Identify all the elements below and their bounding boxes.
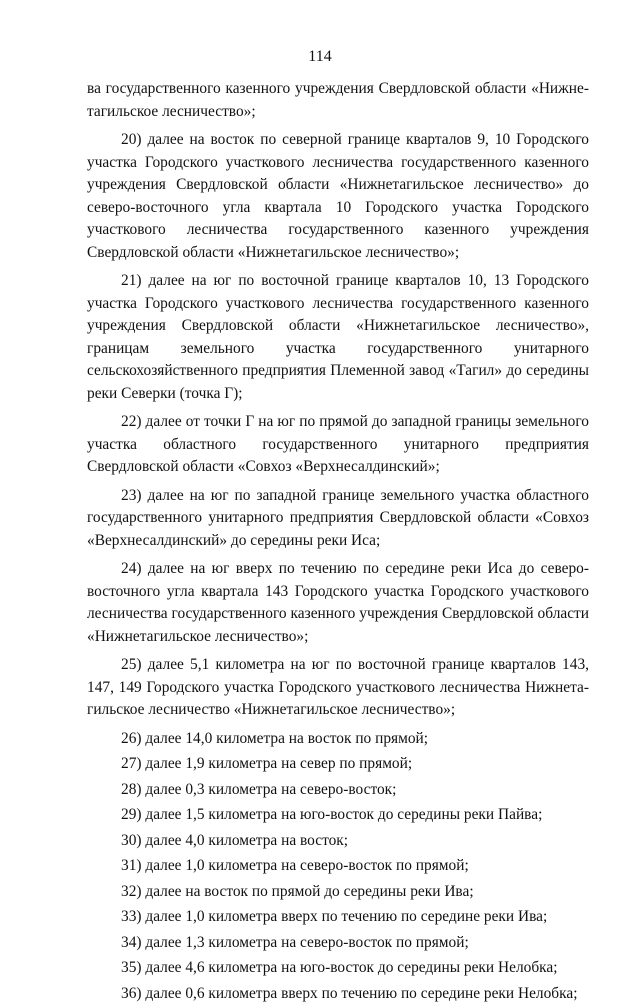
- paragraph-item-32: 32) далее на восток по прямой до середины реки Ива;: [121, 882, 474, 900]
- paragraph-continuation: ва государственного казенного учреждения Свердловской области «Нижне-тагильское лесничество»;: [87, 80, 589, 120]
- paragraph-item-36: 36) далее 0,6 километра вверх по течению по середине реки Нелобка;: [121, 984, 578, 1002]
- paragraph-item-27: 27) далее 1,9 километра на север по прямой;: [121, 755, 413, 772]
- paragraph-item-28: 28) далее 0,3 километра на северо-восток;: [121, 780, 397, 798]
- paragraph-item-30: 30) далее 4,0 километра на восток;: [121, 831, 349, 849]
- paragraph-item-25: 25) далее 5,1 километра на юг по восточной границе кварталов 143, 147, 149 Городского участка Городского участкового лесничества Нижнета-гильское лесничество «Нижнетагильское лесничество»;: [87, 656, 589, 718]
- paragraph-item-29: 29) далее 1,5 километра на юго-восток до середины реки Пайва;: [121, 806, 543, 823]
- page-number: 114: [308, 48, 332, 65]
- paragraph-item-22: 22) далее от точки Г на юг по прямой до западной границы земельного участка областного государственного унитарного предприятия Свердловской области «Совхоз «Верхнесалдинский»;: [87, 413, 589, 475]
- paragraph-item-20: 20) далее на восток по северной границе кварталов 9, 10 Городского участка Городского участкового лесничества государственного казенного учреждения Свердловской области «Нижнетагильское лесничество» до северо-восточного угла квартала 10 Городского участка Городского участкового лесничества государственного казенного учреждения Свердловской области «Нижнетагильское лесничество»;: [87, 131, 589, 261]
- paragraph-item-31: 31) далее 1,0 километра на северо-восток по прямой;: [121, 857, 469, 874]
- paragraph-item-24: 24) далее на юг вверх по течению по середине реки Иса до северо-восточного угла квартала 143 Городского участка Городского участкового лесничества государственного казенного учреждения Свердловской области «Нижнетагильское лесничество»;: [87, 560, 589, 645]
- paragraph-item-35: 35) далее 4,6 километра на юго-восток до середины реки Нелобка;: [121, 959, 558, 976]
- paragraph-item-21: 21) далее на юг по восточной границе кварталов 10, 13 Городского участка Городского участкового лесничества государственного казенного учреждения Свердловской области «Нижнетагильское лесничество», границам земельного участка государственного унитарного сельскохозяйственного предприятия Племенной завод «Тагил» до середины реки Северки (точка Г);: [87, 272, 589, 402]
- paragraph-item-23: 23) далее на юг по западной границе земельного участка областного государственного унитарного предприятия Свердловской области «Совхоз «Верхнесалдинский» до середины реки Иса;: [87, 486, 589, 549]
- document-body: [87, 78, 589, 1008]
- paragraph-item-26: 26) далее 14,0 километра на восток по прямой;: [121, 729, 429, 747]
- paragraph-item-33: 33) далее 1,0 километра вверх по течению по середине реки Ива;: [121, 908, 548, 925]
- paragraph-item-34: 34) далее 1,3 километра на северо-восток по прямой;: [121, 933, 469, 951]
